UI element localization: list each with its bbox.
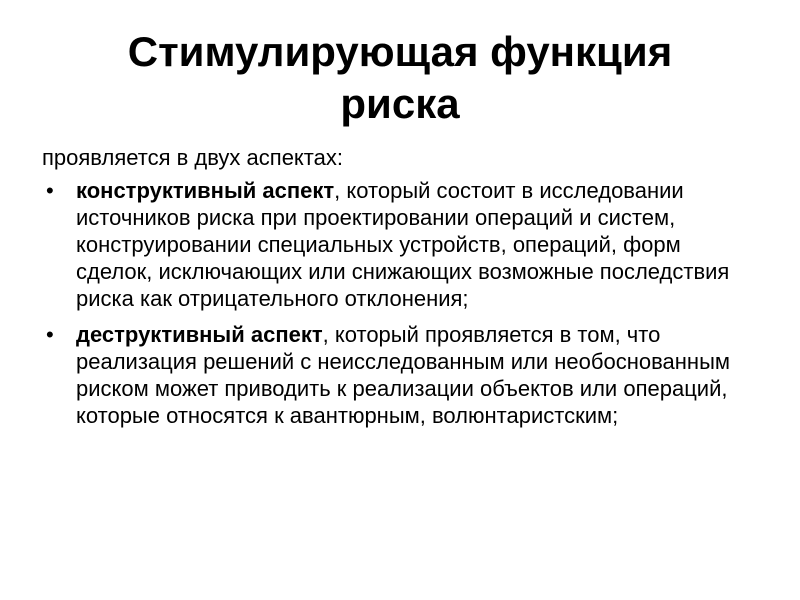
slide-title-line-2: риска [340,80,460,127]
bullet-marker: • [46,178,54,203]
bullet-text-destructive: , который проявляется в том, что реализация решений с неисследованным или необоснованным риском может приводить к реализации объектов или операций, которые относятся к авантюрным, волюнтаристским; [76,322,731,428]
intro-text: проявляется в двух аспектах: [42,145,343,170]
bullet-destructive [42,321,762,429]
slide-title-line-1: Стимулирующая функция [127,28,673,75]
slide-body [42,144,762,438]
bullet-term-destructive: деструктивный аспект [76,322,323,347]
bullet-marker: • [46,322,54,347]
slide-title [60,26,740,130]
bullet-constructive [42,177,762,312]
bullet-text-constructive: , который состоит в исследовании источников риска при проектировании операций и систем, конструировании специальных устройств, операций, форм сделок, исключающих или снижающих возможные последствия риска как отрицательного отклонения; [76,178,730,311]
bullet-term-constructive: конструктивный аспект [76,178,335,203]
